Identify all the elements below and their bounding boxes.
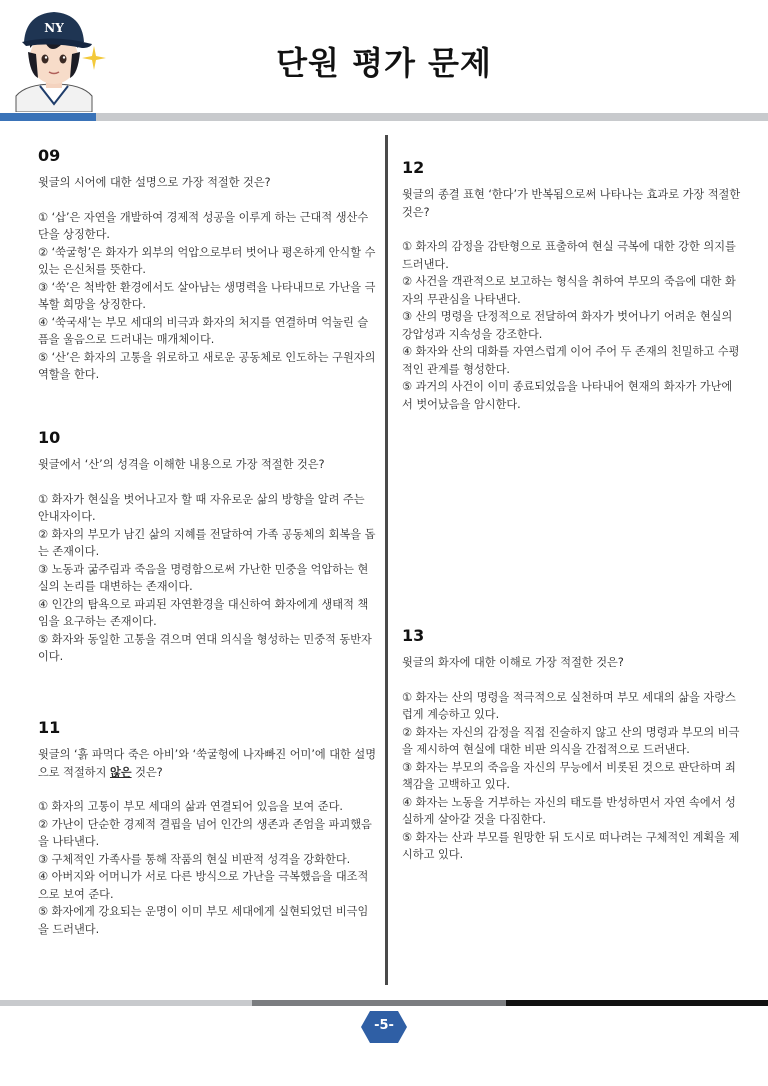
answer-option-1: ① ‘삽’은 자연을 개발하여 경제적 성공을 이루게 하는 근대적 생산수단을 상징한다. xyxy=(38,210,369,241)
answer-option-3: ③ 구체적인 가족사를 통해 작품의 현실 비판적 성격을 강화한다. xyxy=(38,852,351,866)
answer-option-2: ② 사건을 객관적으로 보고하는 형식을 취하여 부모의 죽음에 대한 화자의 무관심을 나타낸다. xyxy=(402,275,736,306)
header-divider-accent xyxy=(0,113,96,121)
answer-option-5: ⑤ ‘산’은 화자의 고통을 위로하고 새로운 공동체로 인도하는 구원자의 역할을 한다. xyxy=(38,350,376,381)
footer-divider-mid xyxy=(252,1000,506,1006)
answer-option-1: ① 화자의 고통이 부모 세대의 삶과 연결되어 있음을 보여 준다. xyxy=(38,800,343,813)
answer-option-1: ① 화자가 현실을 벗어나고자 할 때 자유로운 삶의 방향을 알려 주는 안내자이다. xyxy=(38,492,365,523)
question-block-11 xyxy=(38,718,378,938)
emphasis-text: 않은 xyxy=(109,765,132,779)
page-title: 단원 평가 문제 xyxy=(276,44,492,82)
answer-option-3: ③ 산의 명령을 단정적으로 전달하여 화자가 벗어나기 어려운 현실의 강압성과 지속성을 강조한다. xyxy=(402,310,733,341)
answer-option-2: ② 가난이 단순한 경제적 결핍을 넘어 인간의 생존과 존엄을 파괴했음을 나타낸다. xyxy=(38,817,372,848)
answer-option-4: ④ 화자와 산의 대화를 자연스럽게 이어 주어 두 존재의 친밀하고 수평적인 관계를 형성한다. xyxy=(402,345,740,376)
column-divider xyxy=(385,135,388,985)
answer-option-5: ⑤ 과거의 사건이 이미 종료되었음을 나타내어 현재의 화자가 가난에서 벗어났음을 암시한다. xyxy=(402,380,733,411)
answer-option-4: ④ ‘쑥국새’는 부모 세대의 비극과 화자의 처지를 연결하며 억눌린 슬픔을 울음으로 드러내는 매개체이다. xyxy=(38,315,369,346)
page-number: -5- xyxy=(374,1018,394,1033)
question-prompt: 윗글의 화자에 대한 이해로 가장 적절한 것은? xyxy=(402,656,624,669)
answer-option-2: ② ‘쑥굴헝’은 화자가 외부의 억압으로부터 벗어나 평온하게 안식할 수 있는 은신처를 뜻한다. xyxy=(38,245,376,276)
answer-option-5: ⑤ 화자와 동일한 고통을 겪으며 연대 의식을 형성하는 민중적 동반자이다. xyxy=(38,632,372,663)
answer-option-3: ③ 화자는 부모의 죽음을 자신의 무능에서 비롯된 것으로 판단하며 죄책감을 고백하고 있다. xyxy=(402,760,736,791)
question-number: 13 xyxy=(402,626,425,645)
answer-option-2: ② 화자는 자신의 감정을 직접 진술하지 않고 산의 명령과 부모의 비극을 제시하여 현실에 대한 비판 의식을 간접적으로 드러낸다. xyxy=(402,725,740,756)
question-block-12 xyxy=(402,158,742,413)
svg-text:NY: NY xyxy=(44,21,64,35)
prompt-text: 윗글의 ‘흙 파먹다 죽은 아비’와 ‘쑥굴헝에 나자빠진 어미’에 대한 설명으로 적절하지 xyxy=(38,748,377,779)
prompt-text-end: 것은? xyxy=(131,765,163,779)
question-prompt: 윗글의 시어에 대한 설명으로 가장 적절한 것은? xyxy=(38,176,271,189)
question-prompt: 윗글의 종결 표현 ‘한다’가 반복됨으로써 나타나는 효과로 가장 적절한 것은? xyxy=(402,188,741,219)
footer-divider-light xyxy=(0,1000,252,1006)
answer-option-3: ③ 노동과 굶주림과 죽음을 명령함으로써 가난한 민중을 억압하는 현실의 논리를 대변하는 존재이다. xyxy=(38,562,369,593)
answer-option-1: ① 화자의 감정을 감탄형으로 표출하여 현실 극복에 대한 강한 의지를 드러낸다. xyxy=(402,240,736,271)
question-block-10 xyxy=(38,428,378,666)
answer-option-5: ⑤ 화자에게 강요되는 운명이 이미 부모 세대에게 실현되었던 비극임을 드러낸다. xyxy=(38,905,369,936)
answer-option-4: ④ 화자는 노동을 거부하는 자신의 태도를 반성하면서 자연 속에서 성실하게 살아갈 것을 다짐한다. xyxy=(402,795,736,826)
question-number: 10 xyxy=(38,428,61,447)
answer-option-1: ① 화자는 산의 명령을 적극적으로 실천하며 부모 세대의 삶을 자랑스럽게 계승하고 있다. xyxy=(402,690,736,721)
question-block-13 xyxy=(402,626,742,864)
question-number: 11 xyxy=(38,718,61,737)
question-number: 12 xyxy=(402,158,425,177)
question-number: 09 xyxy=(38,146,61,165)
answer-option-5: ⑤ 화자는 산과 부모를 원망한 뒤 도시로 떠나려는 구체적인 계획을 제시하고 있다. xyxy=(402,830,740,861)
question-block-09 xyxy=(38,146,378,384)
answer-option-4: ④ 아버지와 어머니가 서로 다른 방식으로 가난을 극복했음을 대조적으로 보여 준다. xyxy=(38,870,369,901)
answer-option-3: ③ ‘쑥’은 척박한 환경에서도 살아남는 생명력을 나타내므로 가난을 극복할 희망을 상징한다. xyxy=(38,280,376,311)
answer-option-4: ④ 인간의 탐욕으로 파괴된 자연환경을 대신하여 화자에게 생태적 책임을 요구하는 존재이다. xyxy=(38,597,369,628)
answer-option-2: ② 화자의 부모가 남긴 삶의 지혜를 전달하여 가족 공동체의 회복을 돕는 존재이다. xyxy=(38,527,376,558)
question-prompt: 윗글에서 ‘산’의 성격을 이해한 내용으로 가장 적절한 것은? xyxy=(38,458,325,471)
question-prompt xyxy=(38,746,378,781)
footer-divider-dark xyxy=(506,1000,768,1006)
header-divider xyxy=(0,113,768,121)
